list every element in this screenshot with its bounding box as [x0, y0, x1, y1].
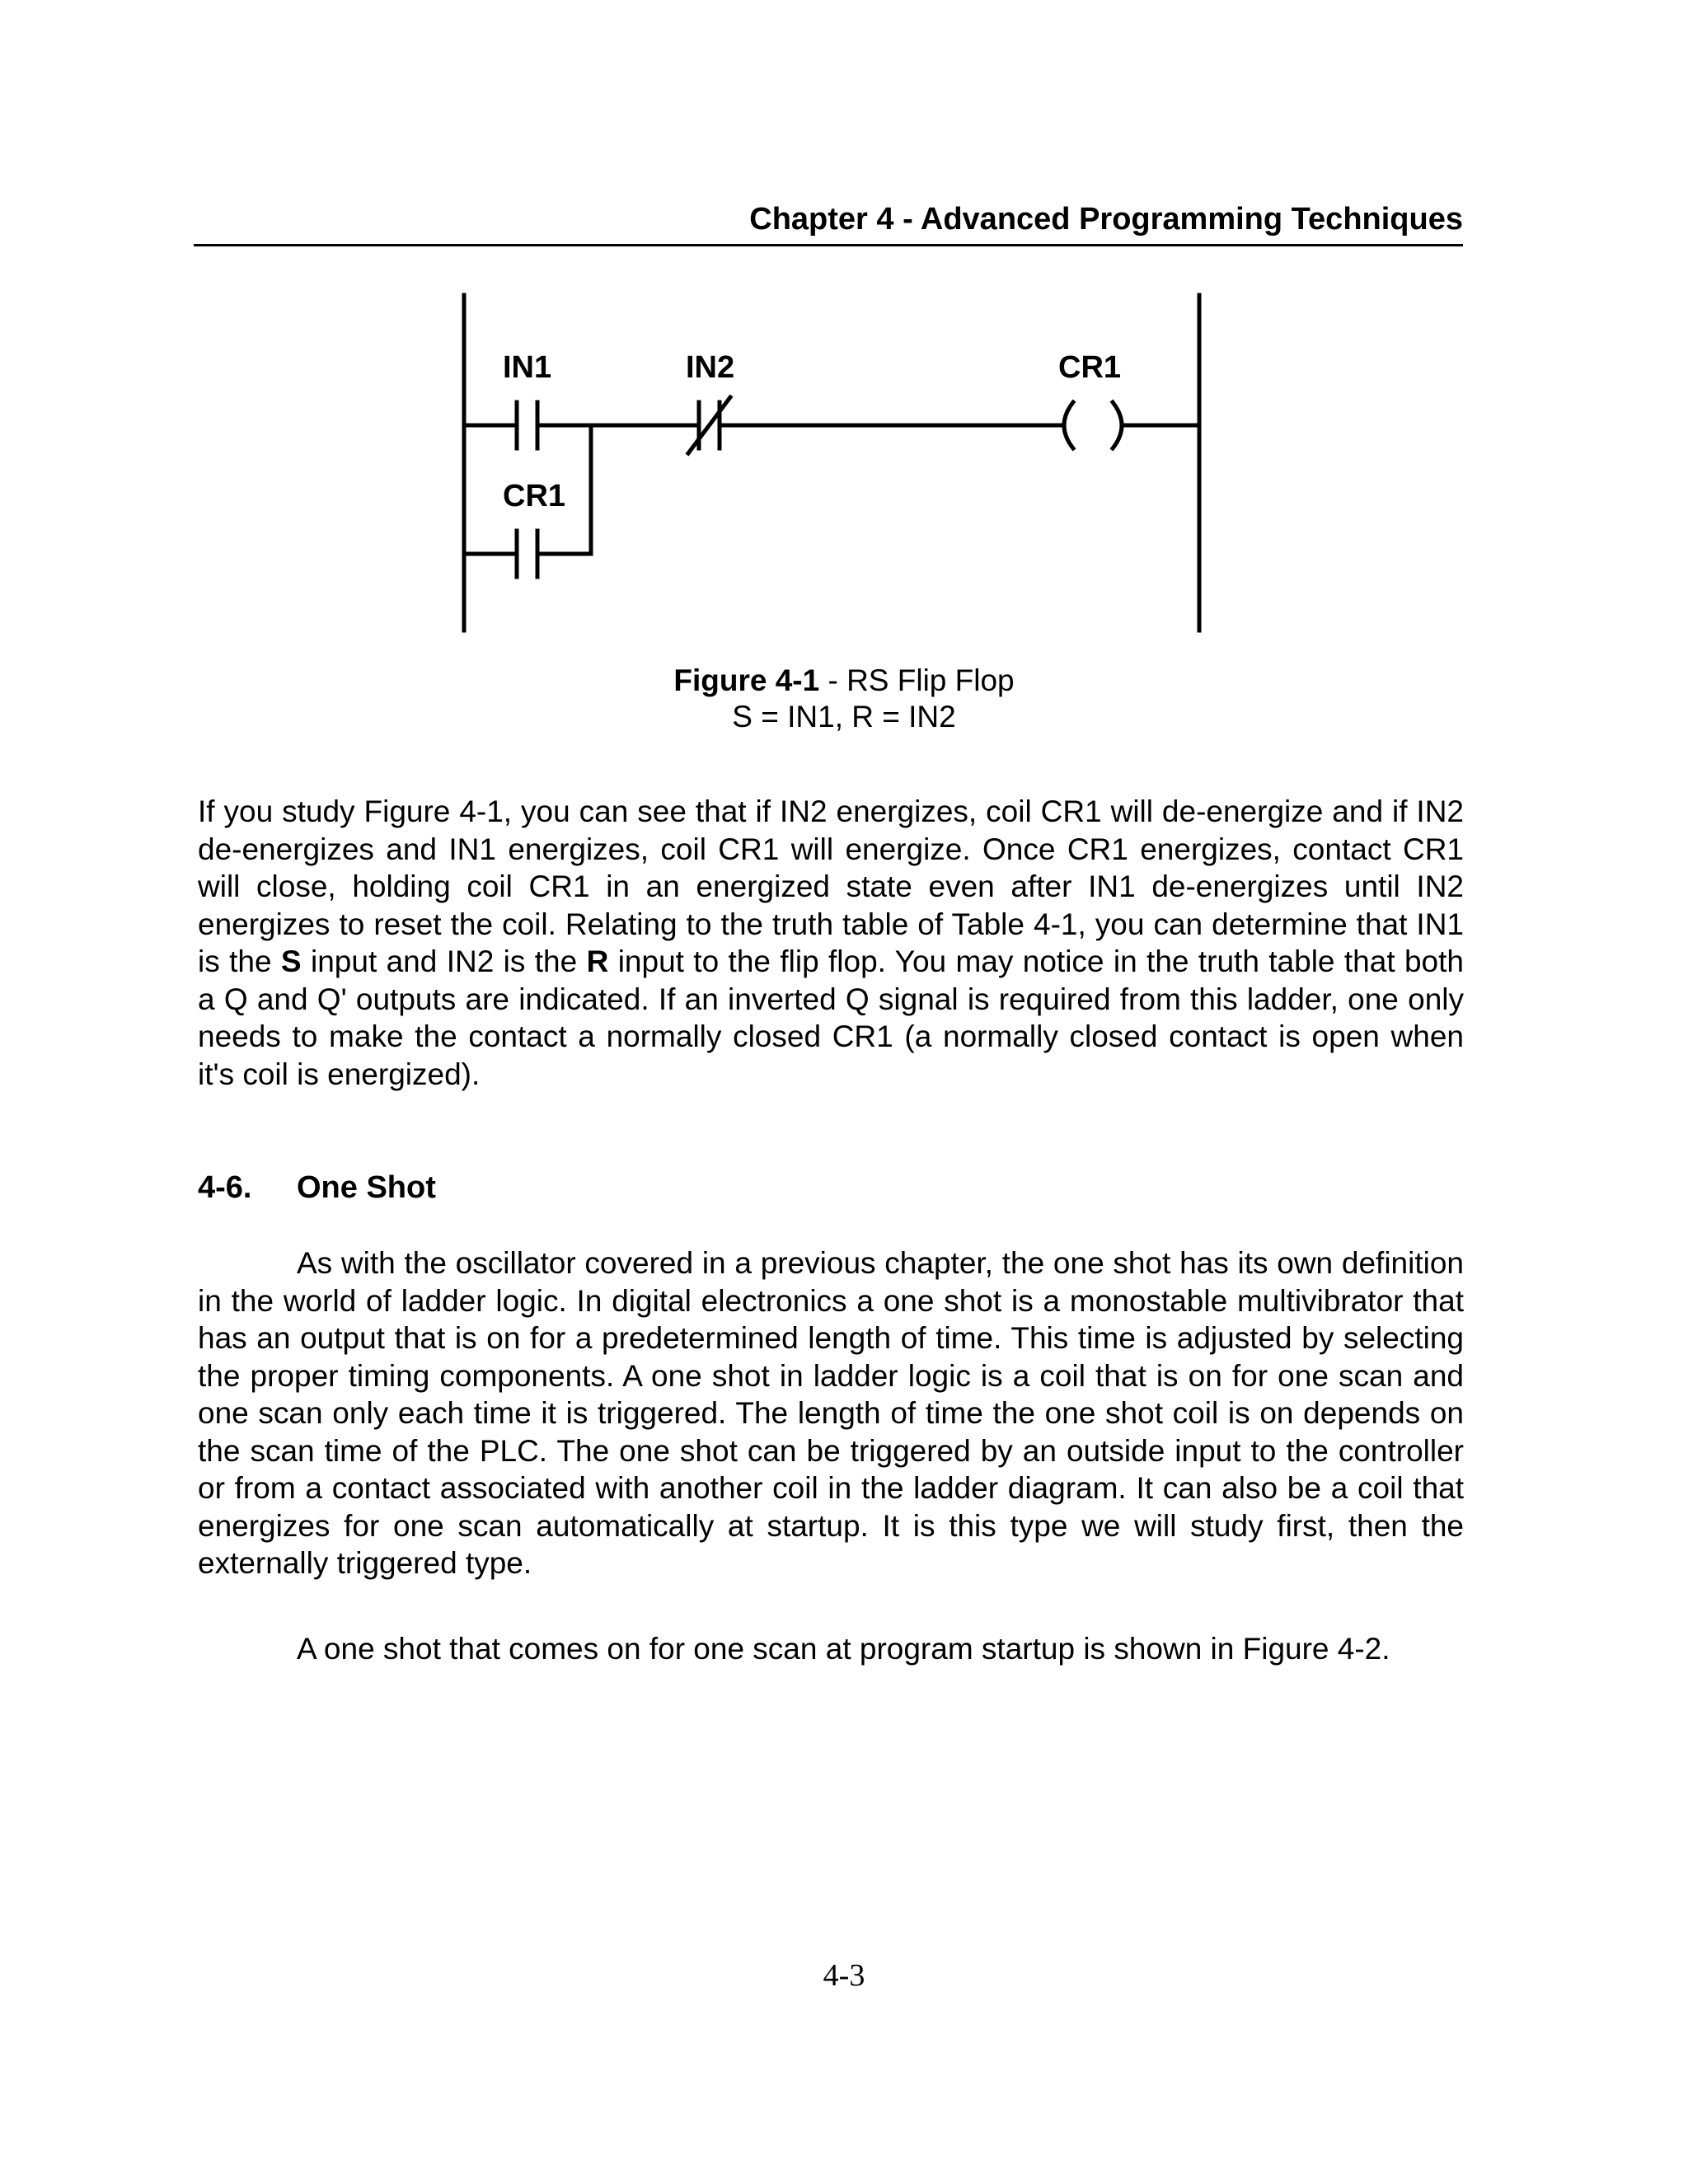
paragraph1-text-b: input and IN2 is the — [301, 944, 587, 978]
section-number: 4-6. — [198, 1170, 252, 1205]
paragraph1-text-c: input to the flip flop. You may notice in the truth table that both a Q and Q' outputs are indicated. If an inverted Q signal is required from this ladder, one only needs to make the contact a normally closed CR1 (a normally closed contact is open when it's coil is energized). — [198, 944, 1464, 1091]
paragraph-figure-reference: A one shot that comes on for one scan at program startup is shown in Figure 4-2. — [297, 1632, 1390, 1666]
section-heading — [198, 1169, 436, 1207]
figure-title: - RS Flip Flop — [819, 663, 1015, 697]
paragraph-flip-flop — [198, 793, 1464, 1093]
bold-r: R — [586, 944, 609, 978]
chapter-header: Chapter 4 - Advanced Programming Techniques — [194, 194, 1463, 246]
bold-s: S — [280, 944, 302, 978]
section-title: One Shot — [297, 1170, 436, 1205]
figure-subtitle: S = IN1, R = IN2 — [732, 700, 956, 733]
paragraph-one-shot: As with the oscillator covered in a previous chapter, the one shot has its own definition in the world of ladder logic. In digital electronics a one shot is a monostable multivibrator that has an output that is on for a predetermined length of time. This time is adjusted by selecting the proper timing components. A one shot in ladder logic is a coil that is on for one scan and one scan only each time it is triggered. The length of time the one shot coil is on depends on the scan time of the PLC. The one shot can be triggered by an outside input to the controller or from a contact associated with another coil in the ladder diagram. It can also be a coil that energizes for one scan automatically at startup. It is this type we will study first, then the externally triggered type. — [198, 1246, 1464, 1580]
figure-caption — [0, 663, 1688, 699]
ladder-diagram — [0, 0, 1688, 659]
cr1-coil-left-arc — [1064, 402, 1073, 448]
figure-number: Figure 4-1 — [673, 663, 820, 697]
paragraph1-text-a: If you study Figure 4-1, you can see that if IN2 energizes, coil CR1 will de-energize and if IN2 de-energizes and IN1 energizes, coil CR1 will energize. Once CR1 energizes, contact CR1 will close, holding coil CR1 in an energized state even after IN1 de-energizes until IN2 energizes to reset the coil. Relating to the truth table of Table 4-1, you can determine that IN1 is the — [198, 794, 1464, 978]
in2-label: IN2 — [686, 350, 735, 385]
in1-label: IN1 — [503, 350, 552, 385]
cr1-contact-label: CR1 — [503, 479, 566, 513]
cr1-coil-label: CR1 — [1058, 350, 1122, 385]
cr1-coil-right-arc — [1113, 402, 1122, 448]
page-number: 4-3 — [823, 1958, 865, 1993]
